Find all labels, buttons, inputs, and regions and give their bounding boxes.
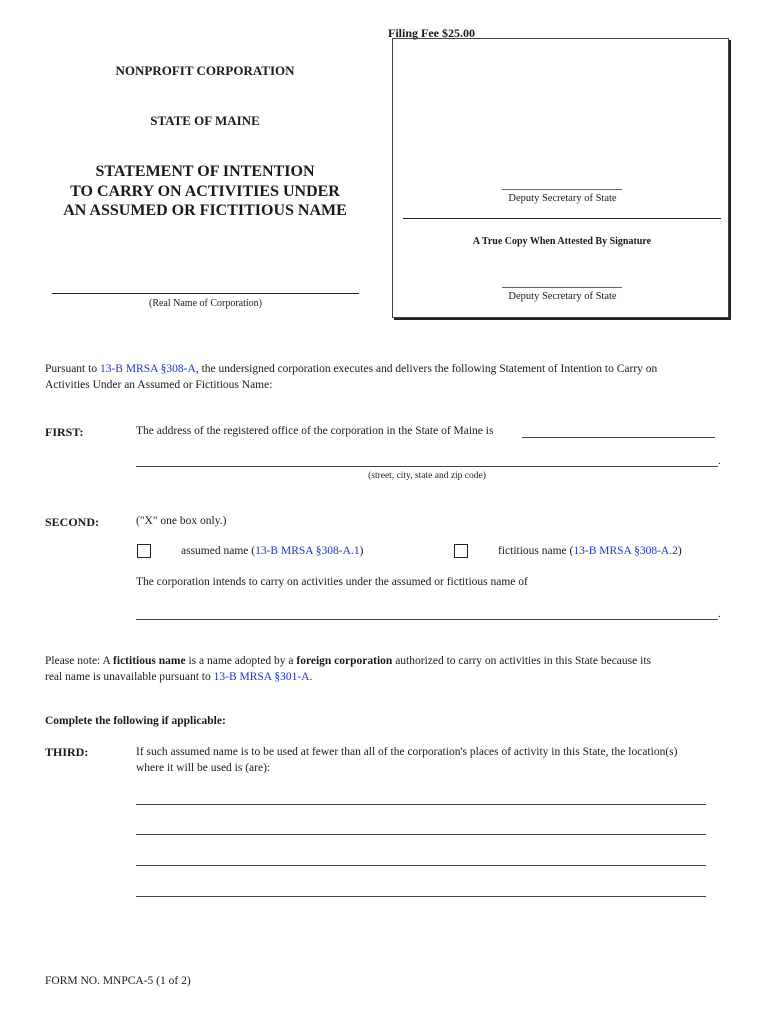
deputy-secretary-label-2: Deputy Secretary of State: [508, 291, 617, 302]
third-label: THIRD:: [45, 745, 89, 759]
deputy-secretary-label-1: Deputy Secretary of State: [508, 193, 617, 204]
statute-link-308a[interactable]: 13-B MRSA §308-A: [99, 363, 196, 375]
form-title: [40, 162, 370, 221]
fictitious-name-checkbox[interactable]: [454, 544, 468, 558]
fictitious-name-end: ): [677, 545, 682, 557]
assumed-name-option: [181, 545, 363, 557]
first-text: The address of the registered office of the corporation in the State of Maine is: [136, 425, 494, 437]
attest-signature-line-2[interactable]: [502, 287, 622, 288]
third-line1: If such assumed name is to be used at fewer than all of the corporation's places of activity in this State, the location(s): [136, 746, 678, 758]
attest-signature-line-1[interactable]: [502, 189, 622, 190]
real-name-caption: (Real Name of Corporation): [148, 298, 263, 309]
statute-link-308a2[interactable]: 13-B MRSA §308-A.2: [573, 545, 678, 557]
registered-office-field-1[interactable]: [522, 437, 715, 438]
location-field-2[interactable]: [136, 834, 706, 835]
period-mark: .: [718, 455, 721, 467]
attest-divider: [403, 218, 721, 219]
first-label: FIRST:: [45, 425, 84, 439]
fictitious-name-option: [498, 545, 682, 557]
note-mid1: is a name adopted by a: [185, 655, 297, 667]
true-copy-label: A True Copy When Attested By Signature: [472, 236, 652, 247]
location-field-1[interactable]: [136, 804, 706, 805]
real-name-field[interactable]: [52, 293, 359, 294]
intro-paragraph: [45, 362, 725, 393]
note-line2-end: .: [309, 670, 313, 683]
header-nonprofit: NONPROFIT CORPORATION: [115, 63, 295, 78]
form-number-footer: FORM NO. MNPCA-5 (1 of 2): [45, 975, 191, 987]
second-label: SECOND:: [45, 515, 100, 529]
registered-office-field-2[interactable]: [136, 466, 718, 467]
third-text: [136, 745, 726, 776]
form-title-line2: TO CARRY ON ACTIVITIES UNDER: [70, 182, 340, 200]
intends-text: The corporation intends to carry on activities under the assumed or fictitious name of: [136, 576, 528, 588]
second-instruction: ("X" one box only.): [136, 515, 227, 527]
intro-pre: Pursuant to: [45, 363, 100, 375]
intro-post: , the undersigned corporation executes and delivers the following Statement of Intention to Carry on: [195, 363, 658, 375]
complete-heading: Complete the following if applicable:: [45, 715, 226, 727]
note-line2-pre: real name is unavailable pursuant to: [45, 670, 214, 683]
assumed-fictitious-name-field[interactable]: [136, 619, 718, 620]
note-mid2: authorized to carry on activities in this State because its: [392, 655, 651, 667]
statute-link-308a1[interactable]: 13-B MRSA §308-A.1: [255, 545, 360, 557]
form-title-line1: STATEMENT OF INTENTION: [95, 163, 315, 180]
address-caption: (street, city, state and zip code): [368, 471, 486, 481]
note-foreign-corporation: foreign corporation: [296, 655, 393, 667]
note-pre: Please note: A: [45, 655, 114, 667]
intro-line2: Activities Under an Assumed or Fictitious Name:: [45, 378, 273, 391]
note-paragraph: [45, 654, 725, 685]
attest-box: [392, 38, 729, 318]
third-line2: where it will be used is (are):: [136, 761, 271, 774]
period-mark-2: .: [718, 608, 721, 620]
statute-link-301a[interactable]: 13-B MRSA §301-A: [213, 670, 310, 683]
note-fictitious-name: fictitious name: [113, 655, 186, 667]
assumed-name-label: assumed name (: [181, 545, 256, 557]
filing-fee: Filing Fee $25.00: [388, 26, 475, 40]
location-field-4[interactable]: [136, 896, 706, 897]
location-field-3[interactable]: [136, 865, 706, 866]
form-title-line3: AN ASSUMED OR FICTITIOUS NAME: [63, 202, 347, 219]
fictitious-name-label: fictitious name (: [498, 545, 574, 557]
header-state: STATE OF MAINE: [150, 113, 260, 128]
assumed-name-checkbox[interactable]: [137, 544, 151, 558]
assumed-name-end: ): [359, 545, 364, 557]
